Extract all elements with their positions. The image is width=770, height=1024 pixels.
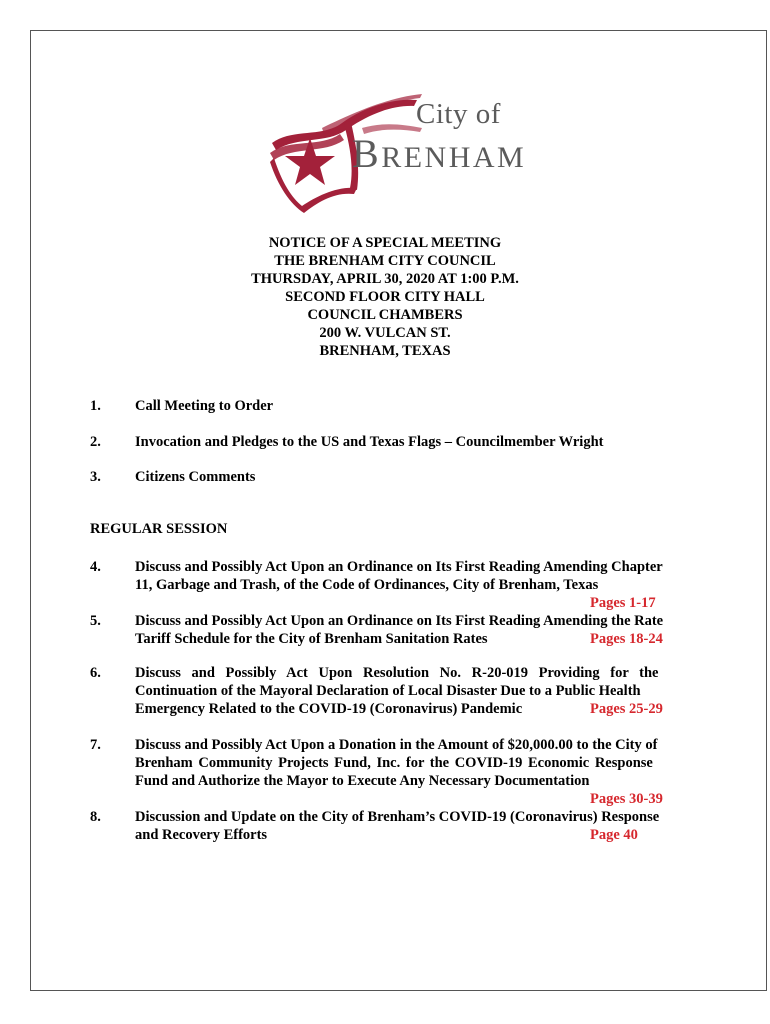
item-number: 2. (90, 434, 101, 450)
item-text (135, 736, 680, 790)
meeting-notice-header (0, 234, 770, 360)
item-text: Invocation and Pledges to the US and Texas Flags – Councilmember Wright (135, 434, 604, 450)
item-number: 7. (90, 737, 101, 753)
item-text-line: Discuss and Possibly Act Upon an Ordinance on Its First Reading Amending the Rate (135, 613, 664, 629)
page-reference: Pages 18-24 (590, 631, 663, 647)
notice-line: THE BRENHAM CITY COUNCIL (274, 253, 496, 269)
notice-line: NOTICE OF A SPECIAL MEETING (268, 235, 502, 251)
item-number: 6. (90, 665, 101, 681)
page-reference: Pages 30-39 (590, 791, 663, 807)
logo-name-initial: B (352, 131, 382, 176)
item-number: 4. (90, 559, 101, 575)
city-logo (262, 88, 527, 218)
agenda-item-4 (90, 558, 680, 612)
item-text-line: Discuss and Possibly Act Upon an Ordinance on Its First Reading Amending Chapter (135, 559, 663, 575)
page-reference: Pages 1-17 (590, 595, 656, 611)
notice-line: 200 W. VULCAN ST. (319, 325, 451, 341)
item-text-segment: Discuss and Possibly Act Upon Resolution No. R-20-019 Providing for the (135, 665, 659, 681)
item-text-line: Brenham Community Projects Fund, Inc. for the COVID-19 Economic Response (135, 755, 653, 771)
logo-city-text: City of (416, 98, 501, 130)
item-text-line: Continuation of the Mayoral Declaration of Local Disaster Due to a Public Health (135, 683, 641, 699)
notice-line: SECOND FLOOR CITY HALL (285, 289, 485, 305)
item-text-line: and Recovery Efforts (135, 827, 268, 843)
regular-session-heading: REGULAR SESSION (90, 521, 228, 537)
item-number: 5. (90, 613, 101, 629)
notice-line: THURSDAY, APRIL 30, 2020 AT 1:00 P.M. (251, 271, 519, 287)
item-text-line: 11, Garbage and Trash, of the Code of Ordinances, City of Brenham, Texas (135, 577, 599, 593)
logo-name-rest: RENHAM (381, 141, 527, 174)
item-text-line (135, 664, 680, 682)
item-text-line: Fund and Authorize the Mayor to Execute Any Necessary Documentation (135, 773, 590, 789)
item-number: 8. (90, 809, 101, 825)
item-text: Citizens Comments (135, 469, 256, 485)
item-text-line: Discuss and Possibly Act Upon a Donation in the Amount of $20,000.00 to the City of (135, 737, 658, 753)
item-text: Call Meeting to Order (135, 398, 274, 414)
page-reference: Page 40 (590, 827, 638, 843)
notice-line: COUNCIL CHAMBERS (307, 307, 463, 323)
item-number: 3. (90, 469, 101, 485)
logo-brenham-text (352, 130, 526, 177)
notice-line: BRENHAM, TEXAS (319, 343, 451, 359)
item-text-line: Emergency Related to the COVID-19 (Coronavirus) Pandemic (135, 701, 523, 717)
item-text-line: Discussion and Update on the City of Brenham’s COVID-19 (Coronavirus) Response (135, 809, 660, 825)
item-text (135, 558, 680, 594)
item-text-line: Tariff Schedule for the City of Brenham Sanitation Rates (135, 631, 488, 647)
item-number: 1. (90, 398, 101, 414)
page-reference: Pages 25-29 (590, 701, 663, 717)
